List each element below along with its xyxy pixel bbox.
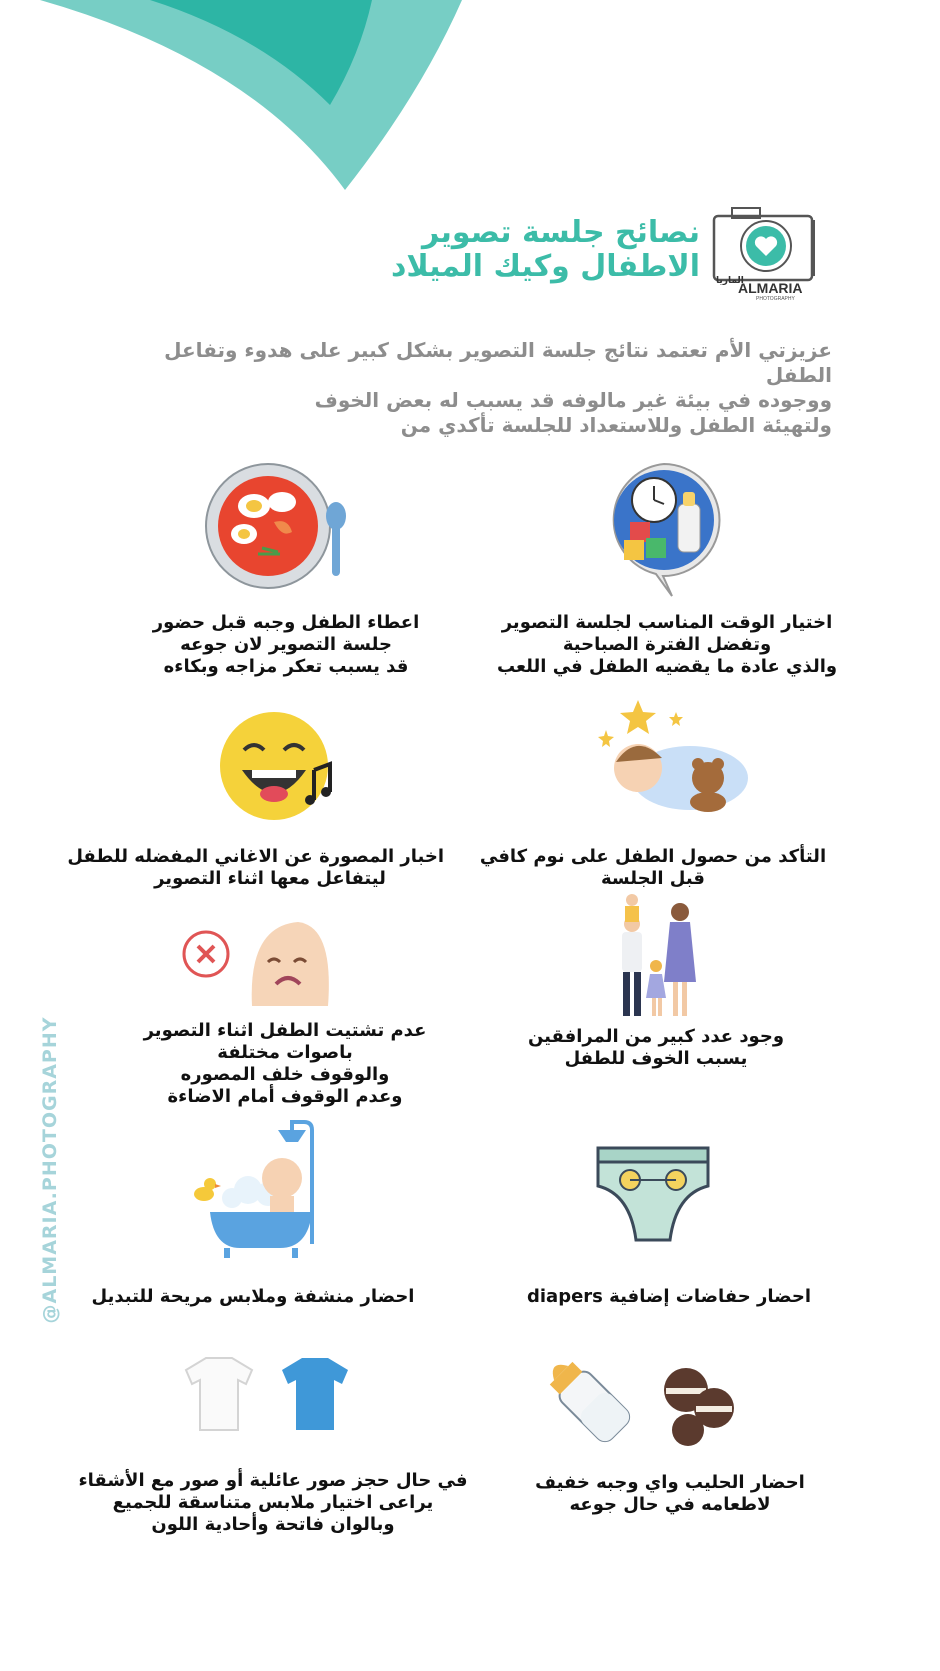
clock-toys-bottle-icon xyxy=(606,462,722,600)
diaper-icon xyxy=(596,1146,710,1242)
tip-0-text: اختيار الوقت المناسب لجلسة التصوير وتفضل الفترة الصباحية والذي عادة ما يقضيه الطفل في اللعب xyxy=(496,612,838,677)
tip-7-text: احضار منشفة وملابس مريحة للتبديل xyxy=(91,1286,415,1307)
logo xyxy=(712,206,822,302)
tip-8-text: احضار الحليب واي وجبه خفيف لاطعامه في حال جوعه xyxy=(535,1472,805,1515)
sleeping-baby-icon xyxy=(590,696,750,816)
crying-baby-icon xyxy=(180,916,330,1006)
camera-heart-icon xyxy=(712,206,822,286)
tip-4-text: وجود عدد كبير من المرافقين يسبب الخوف للطفل xyxy=(527,1026,785,1069)
tip-5-text: عدم تشتيت الطفل اثناء التصوير باصوات مختلفة والوقوف خلف المصوره وعدم الوقوف أمام الاضاءة xyxy=(143,1020,427,1107)
tip-9-text: في حال حجز صور عائلية أو صور مع الأشقاء يراعى اختيار ملابس متناسقة للجميع وبالوان فاتحة وأحادية اللون xyxy=(78,1470,468,1535)
tip-1-text: اعطاء الطفل وجبه قبل حضور جلسة التصوير لان جوعه قد يسبب تعكر مزاجه وبكاءه xyxy=(152,612,420,677)
logo-arabic: الماريا xyxy=(716,276,744,286)
side-handle: @ALMARIA.PHOTOGRAPHY xyxy=(39,1016,61,1324)
top-decoration xyxy=(0,0,940,200)
page-title: نصائح جلسة تصوير الاطفال وكيك الميلاد xyxy=(390,215,700,284)
logo-subtitle: PHOTOGRAPHY xyxy=(756,296,795,302)
tip-2-text: التأكد من حصول الطفل على نوم كافي قبل الجلسة xyxy=(479,846,827,889)
logo-text: ALMARIA xyxy=(738,280,803,296)
bottle-cookies-icon xyxy=(538,1350,738,1446)
singing-emoji-icon xyxy=(218,708,338,828)
tshirts-icon xyxy=(182,1356,356,1432)
intro-text: عزيزتي الأم تعتمد نتائج جلسة التصوير بشكل كبير على هدوء وتفاعل الطفل ووجوده في بيئة غير مالوفه قد يسبب له بعض الخوف ولتهيئة الطفل وللاستعداد للجلسة تأكدي من xyxy=(164,338,832,437)
tip-6-text: احضار حفاضات إضافية diapers xyxy=(527,1286,811,1307)
family-icon xyxy=(610,892,714,1018)
tip-3-text: اخبار المصورة عن الاغاني المفضله للطفل ليتفاعل معها اثناء التصوير xyxy=(67,846,444,889)
soup-bowl-icon xyxy=(204,462,354,592)
baby-bath-icon xyxy=(188,1120,318,1260)
